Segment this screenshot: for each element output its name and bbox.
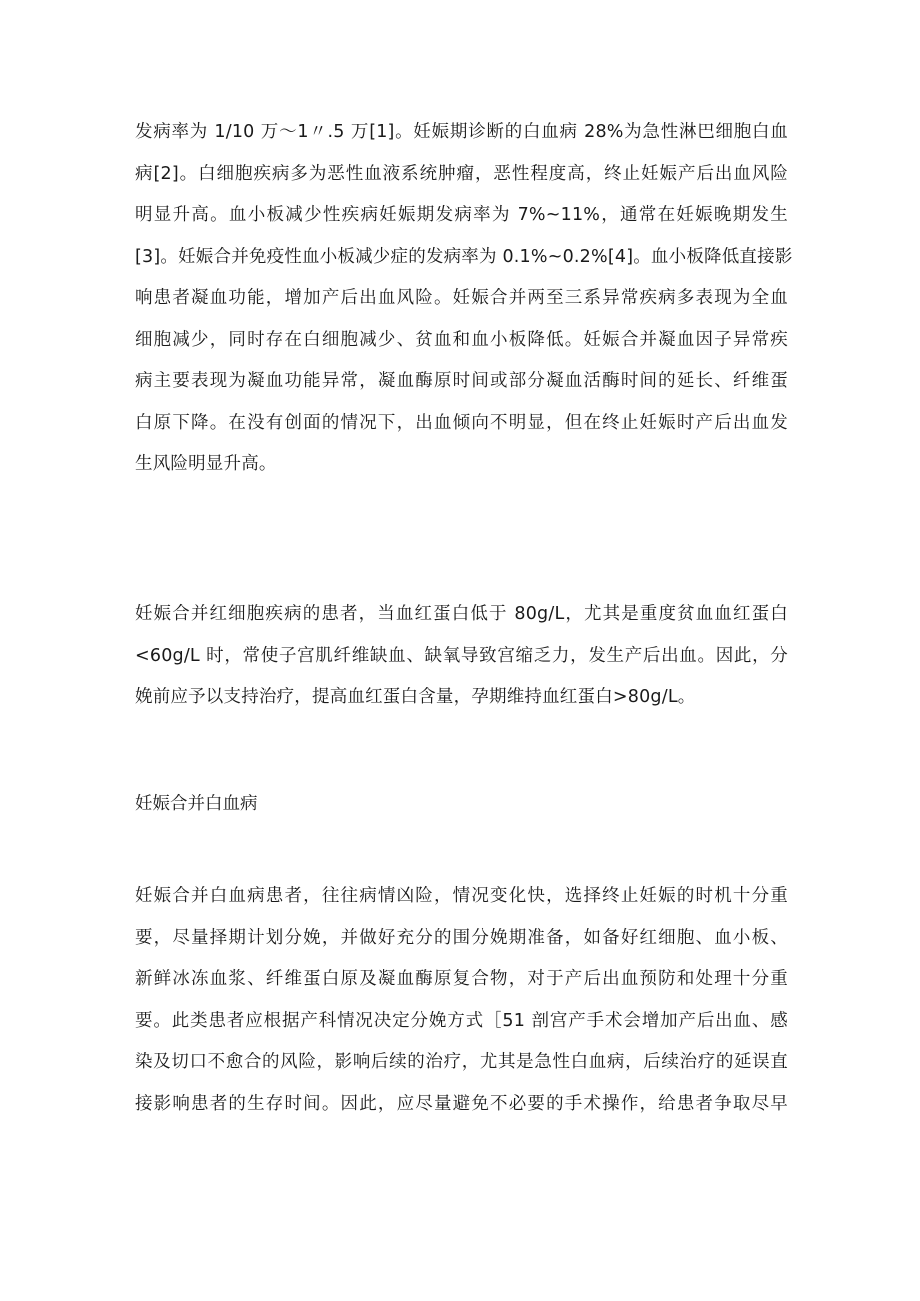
text-line: 新鲜冰冻血浆、纤维蛋白原及凝血酶原复合物，对于产后出血预防和处理十分重 (135, 969, 788, 989)
text-line: 妊娠合并白血病患者，往往病情凶险，情况变化快，选择终止妊娠的时机十分重 (135, 886, 788, 906)
text-line: 白原下降。在没有创面的情况下，出血倾向不明显，但在终止妊娠时产后出血发 (135, 412, 788, 433)
text-line: 娩前应予以支持治疗，提高血红蛋白含量，孕期维持血红蛋白>80g/L。 (135, 687, 696, 707)
text-line: 病[2]。白细胞疾病多为恶性血液系统肿瘤，恶性程度高，终止妊娠产后出血风险 (135, 163, 788, 184)
text-line: 生风险明显升高。 (135, 454, 277, 474)
section-heading: 妊娠合并白血病 (135, 794, 258, 814)
text-line: 要。此类患者应根据产科情况决定分娩方式［51 剖宫产手术会增加产后出血、感 (135, 1010, 788, 1031)
paragraph-red-cell-disease (135, 594, 788, 719)
text-line: 染及切口不愈合的风险，影响后续的治疗，尤其是急性白血病，后续治疗的延误直 (135, 1052, 788, 1072)
text-line: 病主要表现为凝血功能异常，凝血酶原时间或部分凝血活酶时间的延长、纤维蛋 (135, 371, 788, 391)
text-line: 明显升高。血小板减少性疾病妊娠期发病率为 7%~11%，通常在妊娠晚期发生 (135, 205, 788, 225)
text-line: 响患者凝血功能，增加产后出血风险。妊娠合并两至三系异常疾病多表现为全血 (135, 288, 788, 308)
text-line: 细胞减少，同时存在白细胞减少、贫血和血小板降低。妊娠合并凝血因子异常疾 (135, 329, 788, 350)
text-line: 要，尽量择期计划分娩，并做好充分的围分娩期准备，如备好红细胞、血小板、 (135, 927, 788, 948)
text-line: 发病率为 1/10 万～1〃.5 万[1]。妊娠期诊断的白血病 28%为急性淋巴细胞白血 (135, 122, 788, 142)
text-line: <60g/L 时，常使子宫肌纤维缺血、缺氧导致宫缩乏力，发生产后出血。因此，分 (135, 645, 788, 666)
text-line: 妊娠合并红细胞疾病的患者，当血红蛋白低于 80g/L，尤其是重度贫血血红蛋白 (135, 604, 788, 624)
text-line: 接影响患者的生存时间。因此，应尽量避免不必要的手术操作，给患者争取尽早 (135, 1093, 788, 1114)
paragraph-incidence (135, 112, 793, 486)
text-line: [3]。妊娠合并免疫性血小板减少症的发病率为 0.1%~0.2%[4]。血小板降低直接影 (135, 246, 793, 267)
paragraph-leukemia (135, 876, 788, 1125)
